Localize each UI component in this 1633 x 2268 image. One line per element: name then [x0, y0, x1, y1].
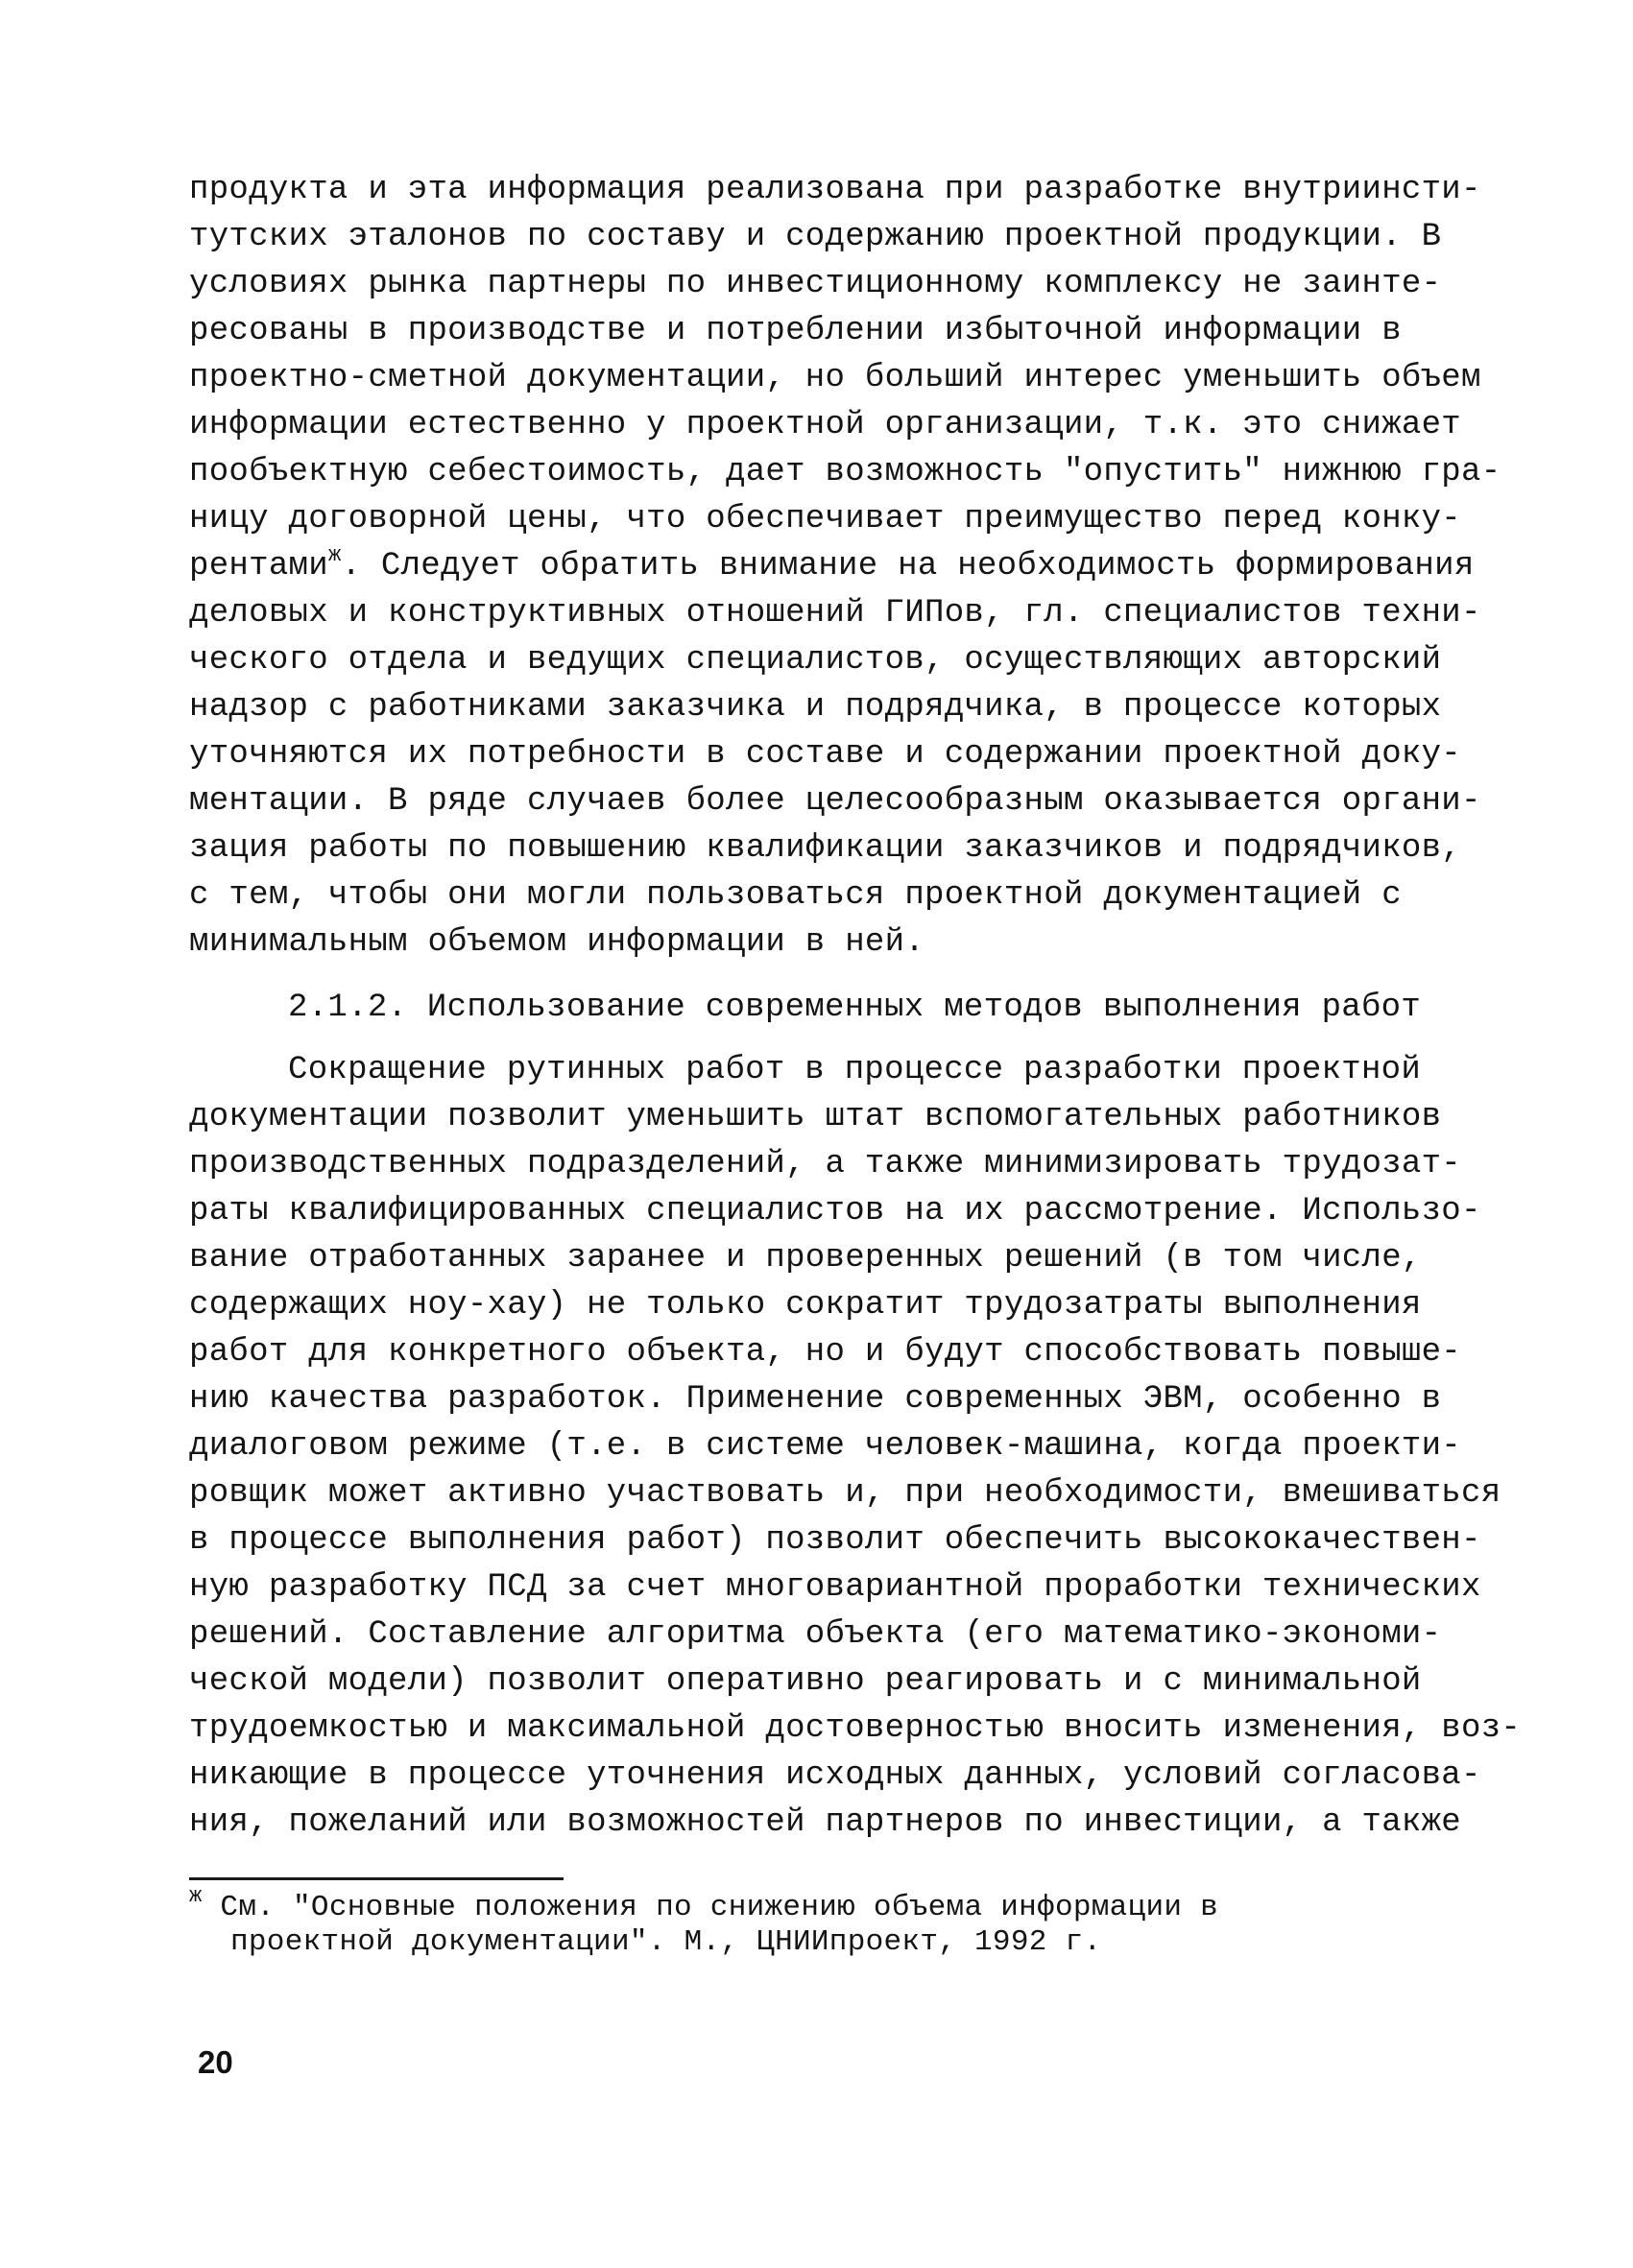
paragraph-1 [189, 167, 1514, 967]
footnote-text: См. "Основные положения по снижению объема информации в [220, 1891, 1219, 1924]
paragraph-2 [189, 1047, 1522, 1847]
text-line: ния, пожеланий или возможностей партнеров по инвестиции, а также [189, 1804, 1462, 1841]
section-heading-text: 2.1.2. Использование современных методов выполнения работ [288, 990, 1422, 1026]
text-line: ческого отдела и ведущих специалистов, осуществляющих авторский [189, 642, 1442, 679]
text-line: работ для конкретного объекта, но и будут способствовать повыше- [189, 1334, 1462, 1371]
text-line: ницу договорной цены, что обеспечивает преимущество перед конку- [189, 501, 1462, 537]
text-line: ровщик может активно участвовать и, при необходимости, вмешиваться [189, 1475, 1501, 1512]
footnote-line: проектной документации". М., ЦНИИпроект, 1992 г. [230, 1925, 1102, 1959]
text-line: вание отработанных заранее и проверенных решений (в том числе, [189, 1240, 1422, 1277]
text-line: информации естественно у проектной организации, т.к. это снижает [189, 407, 1462, 443]
footnote [189, 1884, 1514, 1960]
text-line: диалоговом режиме (т.е. в системе человек-машина, когда проекти- [189, 1428, 1462, 1465]
text-line: документации позволит уменьшить штат вспомогательных работников [189, 1099, 1442, 1135]
text-line: ресованы в производстве и потреблении избыточной информации в [189, 313, 1402, 349]
text-line [189, 543, 1514, 590]
text-line: ную разработку ПСД за счет многовариантной проработки технических [189, 1569, 1481, 1606]
text-line: проектно-сметной документации, но больший интерес уменьшить объем [189, 360, 1481, 396]
text-line: в процессе выполнения работ) позволит обеспечить высококачествен- [189, 1522, 1481, 1559]
text-line: ческой модели) позволит оперативно реагировать и с минимальной [189, 1663, 1422, 1700]
text-line: продукта и эта информация реализована при разработке внутриинсти- [189, 172, 1481, 208]
text-line: уточняются их потребности в составе и содержании проектной доку- [189, 736, 1462, 773]
text-line: зация работы по повышению квалификации заказчиков и подрядчиков, [189, 830, 1462, 867]
text-line: тутских эталонов по составу и содержанию проектной продукции. В [189, 219, 1442, 255]
text-line: раты квалифицированных специалистов на их рассмотрение. Использо- [189, 1193, 1481, 1229]
page-number: 20 [198, 2044, 233, 2080]
text-line: решений. Составление алгоритма объекта (его математико-экономи- [189, 1616, 1442, 1653]
text-line: содержащих ноу-хау) не только сократит трудозатраты выполнения [189, 1287, 1422, 1324]
text-line: производственных подразделений, а также минимизировать трудозат- [189, 1146, 1462, 1182]
text-line: нию качества разработок. Применение современных ЭВМ, особенно в [189, 1381, 1442, 1418]
text-line: с тем, чтобы они могли пользоваться проектной документацией с [189, 877, 1402, 914]
footnote-divider [189, 1877, 564, 1880]
text-line: деловых и конструктивных отношений ГИПов, гл. специалистов техни- [189, 595, 1481, 632]
text-line: минимальным объемом информации в ней. [189, 924, 925, 961]
text-line: ментации. В ряде случаев более целесообразным оказывается органи- [189, 783, 1481, 820]
text-fragment: . Следует обратить внимание на необходимость формирования [341, 548, 1475, 585]
footnote-mark: ж [189, 1884, 203, 1908]
text-line: надзор с работниками заказчика и подрядчика, в процессе которых [189, 689, 1442, 726]
text-line: никающие в процессе уточнения исходных данных, условий согласова- [189, 1757, 1481, 1794]
footnote-line [189, 1884, 1514, 1925]
footnote-reference-mark: ж [327, 543, 342, 567]
text-line: трудоемкостью и максимальной достоверностью вносить изменения, воз- [189, 1710, 1522, 1747]
text-line: Сокращение рутинных работ в процессе разработки проектной [288, 1052, 1422, 1088]
text-line: пообъектную себестоимость, дает возможность "опустить" нижнюю гра- [189, 454, 1501, 490]
section-heading [288, 985, 1613, 1032]
text-fragment: рентами [189, 548, 328, 585]
text-line: условиях рынка партнеры по инвестиционному комплексу не заинте- [189, 266, 1442, 302]
